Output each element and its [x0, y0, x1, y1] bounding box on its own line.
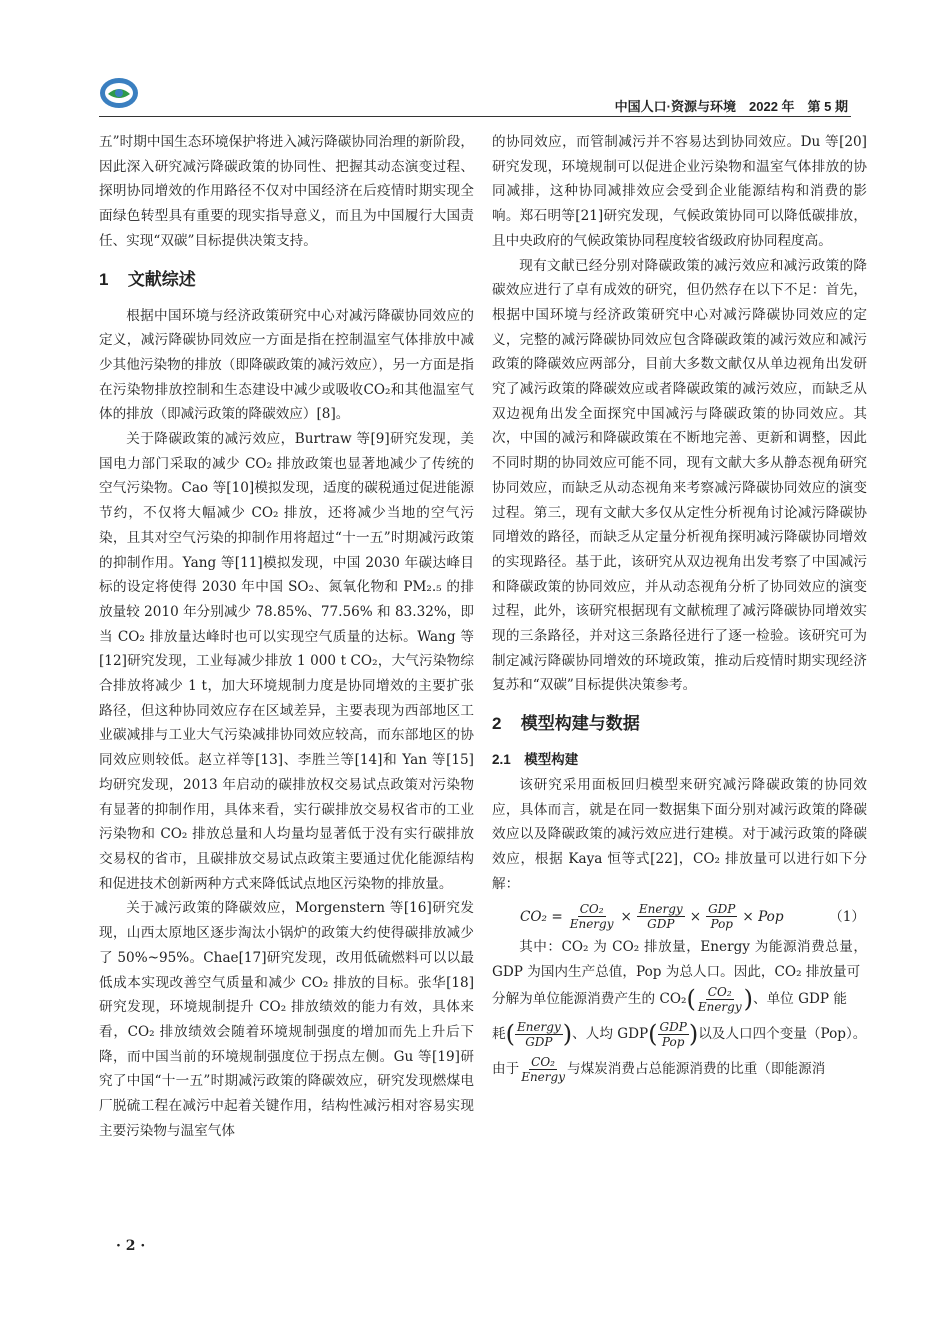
inline-fraction: $\frac{\text{CO₂}}{\text{Energy}}$ — [697, 984, 742, 1014]
inline-formula-line — [492, 985, 867, 1014]
header-rule — [99, 116, 851, 117]
equation-1 — [492, 902, 867, 931]
paragraph: 该研究采用面板回归模型来研究减污降碳政策的协同效应，具体而言，就是在同一数据集下面分别对减污政策的降碳效应以及降碳政策的减污效应进行建模。对于减污政策的降碳效应，根据 Kaya 恒等式[22]，CO₂ 排放量可以进行如下分解： — [492, 776, 867, 892]
inline-fraction: $\frac{\text{CO₂}}{\text{Energy}}$ — [521, 1054, 565, 1084]
paren: ( — [648, 1020, 658, 1049]
section-heading-2 — [492, 711, 867, 737]
eq-times: × — [620, 908, 632, 925]
paragraph: 关于减污政策的降碳效应，Morgenstern 等[16]研究发现，山西太原地区逐步淘汰小锅炉的政策大约使得碳排放减少了 50%~95%。Chae[17]研究发现，改用低硫燃料可以以最低成本实现改善空气质量和减少 CO₂ 排放的目标。张华[18]研究发现，环境规制提升 CO₂ 排放绩效的能力有效，具体来看，CO₂ 排放绩效会随着环境规制强度的增加而先上升后下降，而中国当前的环境规制强度位于拐点左侧。Gu 等[19]研究了中国“十一五”时期减污政策的降碳效应，研究发现燃煤电厂脱硫工程在减污中起着关键作用，结构性减污相对容易实现主要污染物与温室气体 — [99, 900, 474, 1139]
text-span: 、单位 GDP 能 — [753, 990, 847, 1007]
paragraph: 其中：CO₂ 为 CO₂ 排放量，Energy 为能源消费总量，GDP 为国内生产总值，Pop 为总人口。因此，CO₂ 排放量可 — [492, 939, 867, 981]
section-title: 模型构建与数据 — [520, 714, 640, 734]
eq-fraction: $\frac{\text{GDP}}{\text{Pop}}$ — [708, 902, 736, 932]
paren: ( — [686, 985, 696, 1014]
paragraph: 关于降碳政策的减污效应，Burtraw 等[9]研究发现，美国电力部门采取的减少 CO₂ 排放政策也显著地减少了传统的空气污染物。Cao 等[10]模拟发现，适度的碳税通过促进能源节约，不仅将大幅减少 CO₂ 排放，还将减少当地的空气污染，且其对空气污染的抑制作用将超过“十一五”时期减污政策的抑制作用。Yang 等[11]模拟发现，中国 2030 年碳达峰目标的设定将使得 2030 年中国 SO₂、氮氧化物和 PM₂.₅ 的排放量较 2010 年分别减少 78.85%、77.56% 和 83.32%，即当 CO₂ 排放量达峰时也可以实现空气质量的达标。Wang 等[12]研究发现，工业每减少排放 1 000 t CO₂，大气污染物综合排放将减少 1 t，加大环境规制力度是协同增效的主要扩张路径，但这种协同效应存在区域差异，主要表现为西部地区工业碳减排与工业大气污染减排协同效应较高，而东部地区的协同效应则较低。赵立祥等[13]、李胜兰等[14]和 Yan 等[15]均研究发现，2013 年启动的碳排放权交易试点政策对污染物有显著的抑制作用，具体来看，实行碳排放交易权省市的工业污染物和 CO₂ 排放总量和人均量均显著低于没有实行碳排放交易权的省市，且碳排放交易试点政策主要通过优化能源结构和促进技术创新两种方式来降低试点地区污染物的排放量。 — [99, 431, 474, 892]
inline-fraction: $\frac{\text{Energy}}{\text{GDP}}$ — [516, 1019, 561, 1049]
text-span: 以及人口四个变量（Pop）。 — [698, 1025, 867, 1042]
inline-formula-line — [492, 1020, 867, 1049]
right-column — [492, 130, 867, 1084]
journal-header: 中国人口·资源与环境 2022 年 第 5 期 — [614, 99, 848, 114]
paragraph: 根据中国环境与经济政策研究中心对减污降碳协同效应的定义，减污降碳协同效应一方面是指在控制温室气体排放中减少其他污染物的排放（即降碳政策的减污效应），另一方面是指在污染物排放控制和生态建设中减少或吸收CO₂和其他温室气体的排放（即减污政策的降碳效应）[8]。 — [99, 307, 474, 423]
section-number: 2 — [492, 714, 502, 734]
paren: ) — [688, 1020, 699, 1049]
inline-formula-line — [492, 1055, 867, 1084]
text-span: 由于 — [492, 1060, 520, 1077]
eq-fraction: $\frac{\text{Energy}}{\text{GDP}}$ — [638, 902, 683, 932]
eq-times: × — [689, 908, 702, 925]
journal-logo-icon — [99, 76, 139, 110]
paragraph: 五”时期中国生态环境保护将进入减污降碳协同治理的新阶段，因此深入研究减污降碳政策的协同性、把握其动态演变过程、探明协同增效的作用路径不仅对中国经济在后疫情时期实现全面绿色转型具有重要的现实指导意义，而且为中国履行大国责任、实现“双碳”目标提供决策支持。 — [99, 134, 474, 249]
subsection-heading: 2.1 模型构建 — [492, 752, 579, 768]
text-span: 与煤炭消费占总能源消费的比重（即能源消 — [566, 1060, 826, 1077]
left-column — [99, 130, 474, 1143]
paren: ( — [505, 1020, 515, 1049]
paragraph: 现有文献已经分别对降碳政策的减污效应和减污政策的降碳效应进行了卓有成效的研究，但仍然存在以下不足：首先，根据中国环境与经济政策研究中心对减污降碳协同效应的定义，完整的减污降碳协同效应包含降碳政策的减污效应和减污政策的降碳效应两部分，目前大多数文献仅从单边视角出发研究了减污政策的降碳效应或者降碳政策的减污效应，而缺乏从双边视角出发全面探究中国减污与降碳政策的协同效应。其次，中国的减污和降碳政策在不断地完善、更新和调整，因此不同时期的协同效应可能不同，现有文献大多从静态视角研究协同效应，而缺乏从动态视角来考察减污降碳协同效应的演变过程。第三，现有文献大多仅从定性分析视角讨论减污降碳协同增效的路径，而缺乏从定量分析视角探明减污降碳协同增效的实现路径。基于此，该研究从双边视角出发考察了中国减污和降碳政策的协同效应，并从动态视角分析了协同效应的演变过程，此外，该研究根据现有文献梳理了减污降碳协同增效实现的三条路径，并对这三条路径进行了逐一检验。该研究可为制定减污降碳协同增效的环境政策，推动后疫情时期实现经济复苏和“双碳”目标提供决策参考。 — [492, 257, 867, 694]
section-heading-1 — [99, 267, 474, 293]
paragraph: 的协同效应，而管制减污并不容易达到协同效应。Du 等[20]研究发现，环境规制可以促进企业污染物和温室气体排放的协同减排，这种协同减排效应会受到企业能源结构和消费的影响。郑石明等[21]研究发现，气候政策协同可以降低碳排放，且中央政府的气候政策协同程度较省级政府协同程度高。 — [492, 134, 867, 249]
text-span: 分解为单位能源消费产生的 CO₂ — [492, 990, 687, 1007]
eq-tail: × Pop — [742, 908, 784, 925]
equation-number: （1） — [829, 908, 865, 925]
eq-lhs: CO₂ = — [520, 908, 563, 925]
section-number: 1 — [99, 269, 109, 289]
eq-fraction: $\frac{\text{CO₂}}{\text{Energy}}$ — [569, 902, 614, 932]
inline-fraction: $\frac{\text{GDP}}{\text{Pop}}$ — [659, 1019, 687, 1049]
text-span: 、人均 GDP — [572, 1025, 649, 1042]
paren: ) — [743, 985, 753, 1014]
section-title: 文献综述 — [127, 269, 196, 289]
page-number: · 2 · — [116, 1238, 146, 1254]
paren: ) — [562, 1020, 573, 1049]
text-span: 耗 — [492, 1025, 506, 1042]
